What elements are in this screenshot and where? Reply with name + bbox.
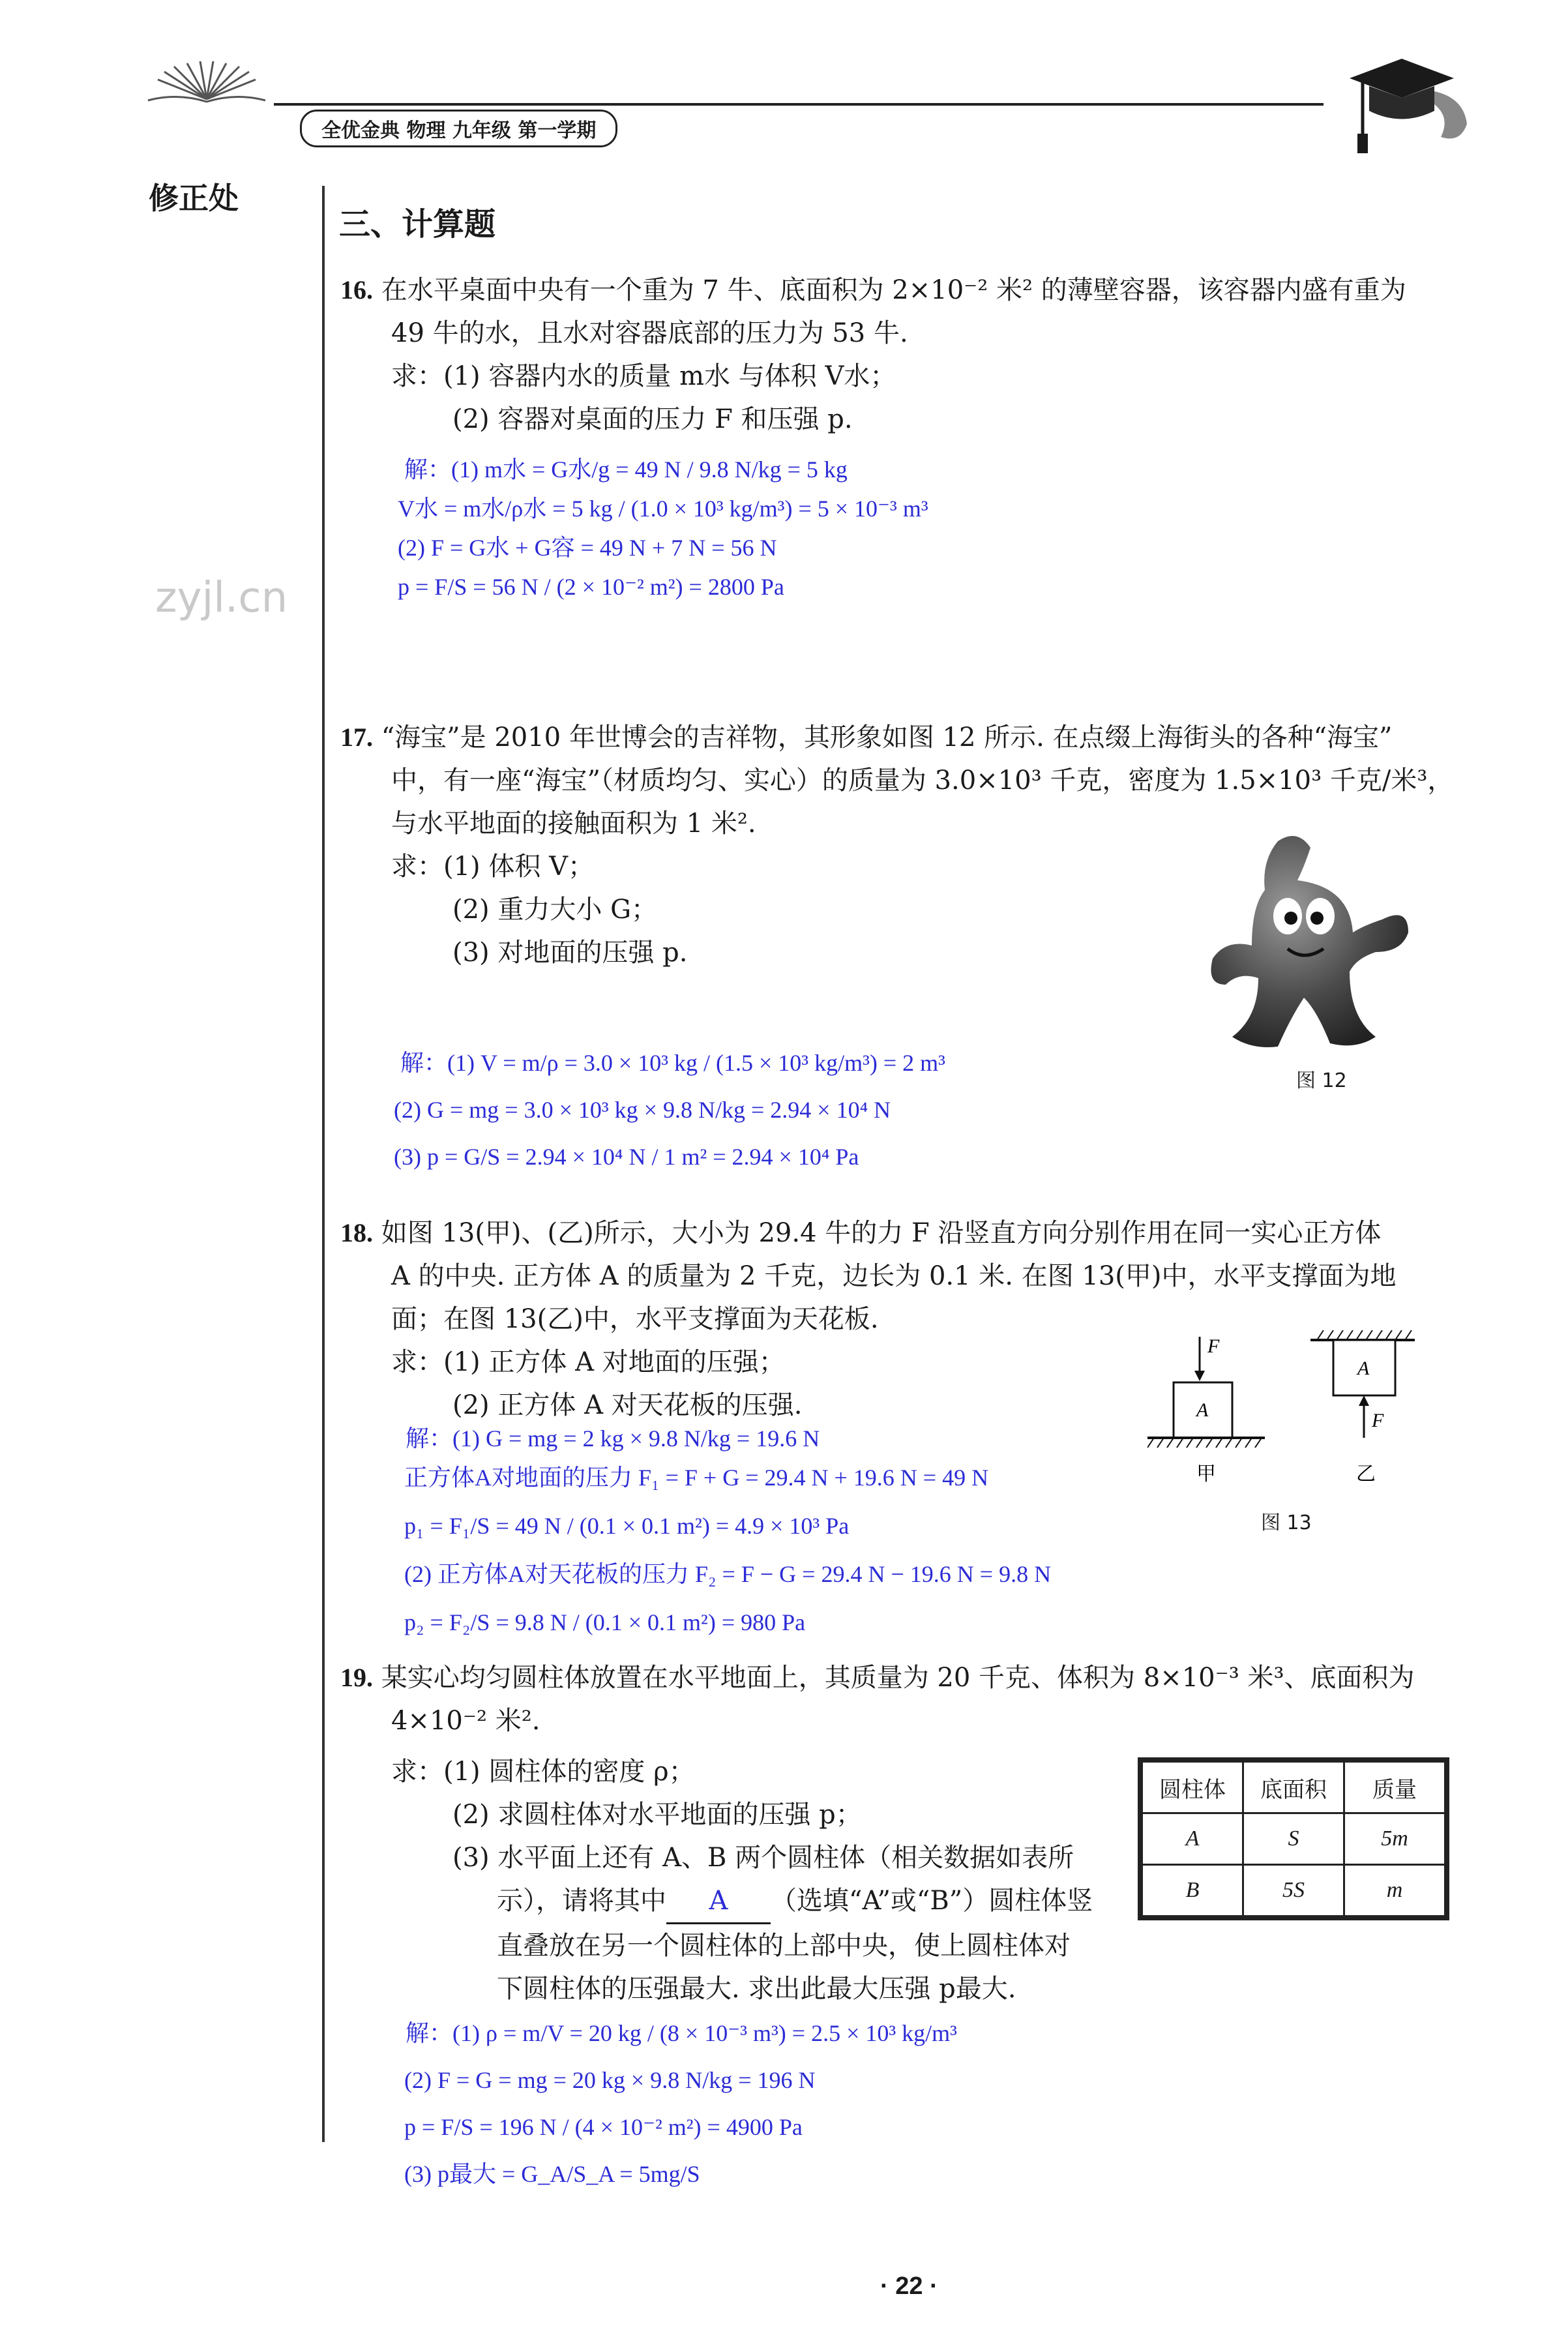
- q18-line1: 如图 13(甲)、(乙)所示，大小为 29.4 牛的力 F 沿竖直方向分别作用在同一实心正方体: [381, 1218, 1382, 1248]
- fig13-label-jia: 甲: [1196, 1463, 1216, 1485]
- q19-ask2: (2) 求圆柱体对水平地面的压强 p；: [452, 1800, 862, 1830]
- q18-sol-4: (2) 正方体A对天花板的压力 F₂ = F − G = 29.4 N − 19.6 N = 9.8 N: [404, 1561, 1052, 1587]
- q19-ask3a: (3) 水平面上还有 A、B 两个圆柱体（相关数据如表所: [452, 1843, 1074, 1873]
- q17-ask2: (2) 重力大小 G；: [452, 895, 658, 925]
- q19-number: 19.: [340, 1663, 373, 1692]
- q17-line1: “海宝”是 2010 年世博会的吉祥物，其形象如图 12 所示. 在点缀上海街头的各种“海宝”: [381, 723, 1393, 752]
- q17-sol-1: 解：(1) V = m/ρ = 3.0 × 10³ kg / (1.5 × 10³ kg/m³) = 2 m³: [400, 1050, 945, 1076]
- q19-line1: 某实心均匀圆柱体放置在水平地面上，其质量为 20 千克、体积为 8×10⁻³ 米³、底面积为: [381, 1663, 1415, 1693]
- q17-number: 17.: [340, 723, 373, 752]
- q19-ask3b-pre: 示），请将其中: [497, 1886, 666, 1916]
- q19-sol-4: (3) p最大 = G_A/S_A = 5mg/S: [404, 2161, 700, 2187]
- q19-sol-3: p = F/S = 196 N / (4 × 10⁻² m²) = 4900 Pa: [404, 2114, 803, 2140]
- figure-13: [1147, 1330, 1447, 1493]
- haibao-figure: [1200, 828, 1434, 1056]
- q16-sol-2: V水 = m水/ρ水 = 5 kg / (1.0 × 10³ kg/m³) = 5 × 10⁻³ m³: [398, 496, 928, 522]
- q18-line3: 面；在图 13(乙)中，水平支撑面为天花板.: [391, 1304, 879, 1334]
- q19-ask3d: 下圆柱体的压强最大. 求出此最大压强 p最大.: [497, 1974, 1016, 2004]
- q17-sol-3: (3) p = G/S = 2.94 × 10⁴ N / 1 m² = 2.94 × 10⁴ Pa: [394, 1144, 859, 1170]
- table-cell: A: [1142, 1813, 1243, 1865]
- q18-sol-5: p₂ = F₂/S = 9.8 N / (0.1 × 0.1 m²) = 980 Pa: [404, 1609, 806, 1635]
- table-cell: S: [1243, 1813, 1344, 1865]
- q17-line3: 与水平地面的接触面积为 1 米².: [391, 809, 756, 839]
- q16-sol-3: (2) F = G水 + G容 = 49 N + 7 N = 56 N: [398, 535, 777, 561]
- table-header-3: 质量: [1344, 1762, 1445, 1813]
- q19-data-table: [1141, 1761, 1446, 1917]
- header-book-title: [300, 110, 617, 147]
- fig13-block-label-b: A: [1357, 1358, 1370, 1379]
- q19-sol-1: 解：(1) ρ = m/V = 20 kg / (8 × 10⁻³ m³) = 2.5 × 10³ kg/m³: [406, 2020, 957, 2046]
- q17-solution: [394, 1043, 945, 1176]
- question-16: [340, 269, 1462, 441]
- q16-number: 16.: [340, 275, 373, 305]
- graduation-cap-icon: [1337, 52, 1473, 156]
- q19-line2: 4×10⁻² 米².: [391, 1706, 540, 1736]
- q19-sol-2: (2) F = G = mg = 20 kg × 9.8 N/kg = 196 N: [404, 2067, 816, 2093]
- q18-ask2: (2) 正方体 A 对天花板的压强.: [452, 1390, 803, 1420]
- margin-label: 修正处: [149, 181, 239, 216]
- q18-solution: [406, 1419, 1051, 1642]
- q19-answer-blank: A: [666, 1879, 771, 1924]
- table-cell: 5S: [1243, 1865, 1344, 1916]
- q16-line1: 在水平桌面中央有一个重为 7 牛、底面积为 2×10⁻² 米² 的薄壁容器，该容器内盛有重为: [381, 275, 1406, 305]
- q19-ask1: 求：(1) 圆柱体的密度 ρ；: [391, 1757, 695, 1787]
- figure-12-caption: 图 12: [1296, 1069, 1347, 1092]
- q17-ask3: (3) 对地面的压强 p.: [452, 938, 688, 968]
- q18-sol-2: 正方体A对地面的压力 F₁ = F + G = 29.4 N + 19.6 N = 49 N: [404, 1465, 989, 1491]
- table-cell: 5m: [1344, 1813, 1445, 1865]
- q19-solution: [406, 2014, 957, 2194]
- q17-ask1: 求：(1) 体积 V；: [391, 852, 594, 882]
- table-header-2: 底面积: [1243, 1762, 1344, 1813]
- q16-sol-1: 解：(1) m水 = G水/g = 49 N / 9.8 N/kg = 5 kg: [404, 456, 848, 483]
- book-title-text: 全优金典 物理 九年级 第一学期: [321, 119, 597, 142]
- header-rule: [274, 103, 1324, 106]
- table-cell: B: [1142, 1865, 1243, 1916]
- q16-ask2: (2) 容器对桌面的压力 F 和压强 p.: [452, 404, 853, 434]
- q18-sol-3: p₁ = F₁/S = 49 N / (0.1 × 0.1 m²) = 4.9 × 10³ Pa: [404, 1513, 850, 1539]
- q18-ask1: 求：(1) 正方体 A 对地面的压强；: [391, 1347, 785, 1377]
- q16-ask1: 求：(1) 容器内水的质量 m水 与体积 V水；: [391, 361, 896, 391]
- q17-line2: 中，有一座“海宝”（材质均匀、实心）的质量为 3.0×10³ 千克，密度为 1.5×10³ 千克/米³，: [391, 766, 1454, 796]
- q16-solution: [398, 450, 928, 606]
- table-cell: m: [1344, 1865, 1445, 1916]
- section-title: 三、计算题: [339, 206, 496, 243]
- margin-divider: [322, 186, 325, 2142]
- fig13-block-label-a: A: [1196, 1399, 1209, 1421]
- table-header-1: 圆柱体: [1142, 1762, 1243, 1813]
- fig13-force-label-b: F: [1372, 1410, 1384, 1431]
- q16-line2: 49 牛的水，且水对容器底部的压力为 53 牛.: [391, 318, 908, 348]
- q16-sol-4: p = F/S = 56 N / (2 × 10⁻² m²) = 2800 Pa: [398, 574, 784, 600]
- q17-sol-2: (2) G = mg = 3.0 × 10³ kg × 9.8 N/kg = 2.94 × 10⁴ N: [394, 1097, 891, 1123]
- header-book-icon: [145, 60, 269, 106]
- q18-sol-1: 解：(1) G = mg = 2 kg × 9.8 N/kg = 19.6 N: [406, 1425, 820, 1452]
- q19-ask3b-post: （选填“A”或“B”）圆柱体竖: [771, 1886, 1093, 1916]
- figure-13-caption: 图 13: [1261, 1512, 1312, 1534]
- fig13-label-yi: 乙: [1356, 1463, 1376, 1485]
- q18-line2: A 的中央. 正方体 A 的质量为 2 千克，边长为 0.1 米. 在图 13(甲)中，水平支撑面为地: [391, 1261, 1397, 1291]
- watermark: zyjl.cn: [155, 574, 288, 622]
- fig13-force-label-a: F: [1207, 1335, 1220, 1357]
- page-number: · 22 ·: [880, 2272, 938, 2300]
- q18-number: 18.: [340, 1218, 373, 1247]
- q19-ask3c: 直叠放在另一个圆柱体的上部中央，使上圆柱体对: [497, 1931, 1071, 1961]
